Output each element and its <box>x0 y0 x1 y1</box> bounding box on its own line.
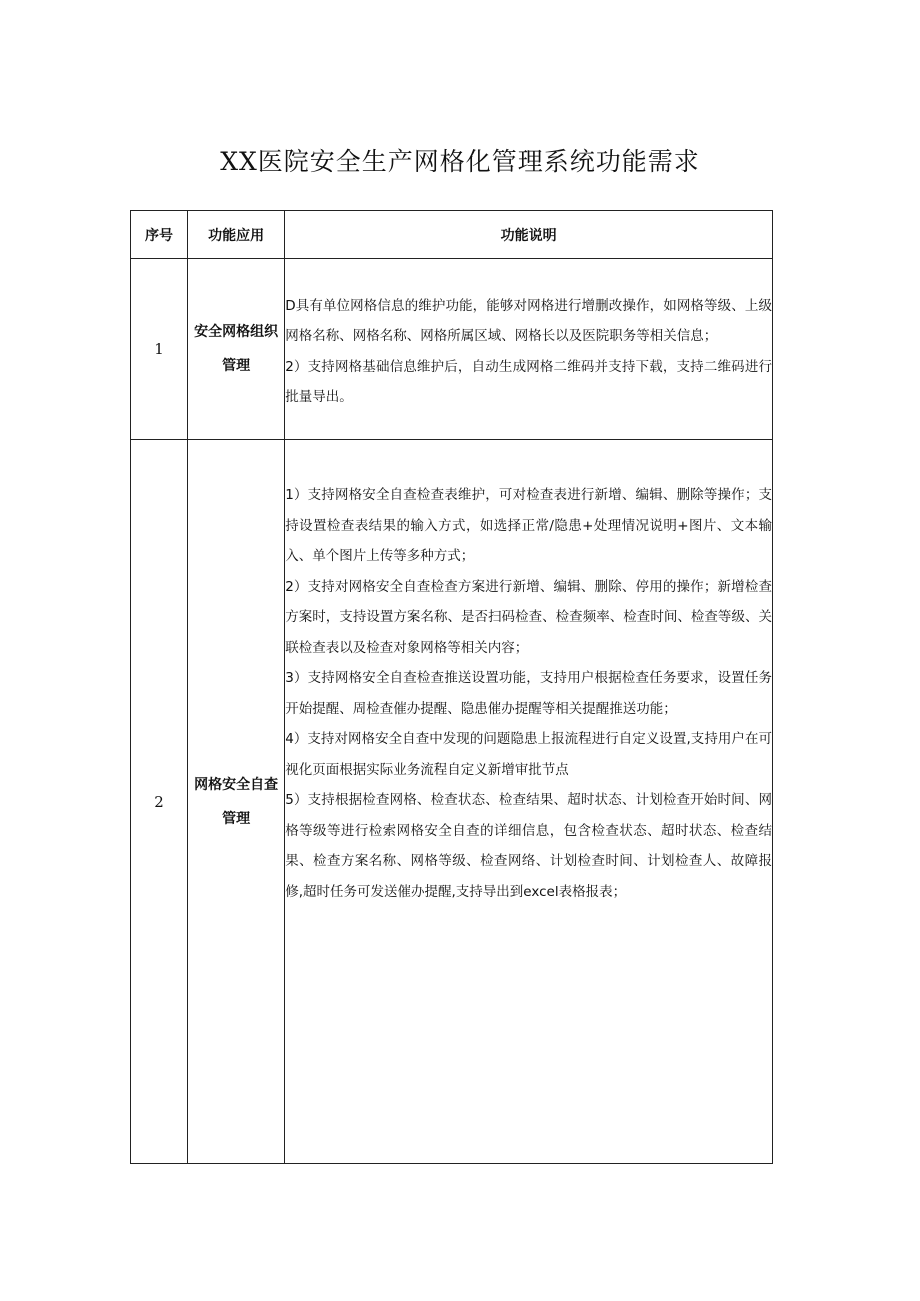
desc-item: D具有单位网格信息的维护功能，能够对网格进行增删改操作，如网格等级、上级网格名称、网格名称、网格所属区域、网格长以及医院职务等相关信息； <box>285 297 772 344</box>
row-app: 网格安全自查管理 <box>188 440 285 1164</box>
row-app: 安全网格组织管理 <box>188 259 285 440</box>
desc-item: 5）支持根据检查网格、检查状态、检查结果、超时状态、计划检查开始时间、网格等级等进行检索网格安全自查的详细信息，包含检查状态、超时状态、检查结果、检查方案名称、网格等级、检查网络、计划检查时间、计划检查人、故障报修,超时任务可发送催办提醒,支持导出到excel表格报表； <box>285 792 772 900</box>
table-header-row <box>131 211 773 259</box>
header-no: 序号 <box>131 211 188 259</box>
function-table <box>130 210 773 1164</box>
table-row <box>131 259 773 440</box>
page-title: XX医院安全生产网格化管理系统功能需求 <box>220 147 700 176</box>
header-app: 功能应用 <box>188 211 285 259</box>
table-row <box>131 440 773 1164</box>
row-no: 2 <box>131 440 188 1164</box>
desc-item: 2）支持对网格安全自查检查方案进行新增、编辑、删除、停用的操作；新增检查方案时，支持设置方案名称、是否扫码检查、检查频率、检查时间、检查等级、关联检查表以及检查对象网格等相关内容； <box>285 578 772 656</box>
desc-item: 1）支持网格安全自查检查表维护，可对检查表进行新增、编辑、删除等操作；支持设置检查表结果的输入方式，如选择正常/隐患+处理情况说明+图片、文本输入、单个图片上传等多种方式； <box>285 487 772 564</box>
row-no: 1 <box>131 259 188 440</box>
desc-item: 3）支持网格安全自查检查推送设置功能，支持用户根据检查任务要求，设置任务开始提醒、周检查催办提醒、隐患催办提醒等相关提醒推送功能； <box>285 670 772 717</box>
header-desc: 功能说明 <box>285 211 773 259</box>
desc-item: 4）支持对网格安全自查中发现的问题隐患上报流程进行自定义设置,支持用户在可视化页面根据实际业务流程自定义新增审批节点 <box>285 731 772 778</box>
row-desc <box>285 259 773 440</box>
desc-item: 2）支持网格基础信息维护后，自动生成网格二维码并支持下载，支持二维码进行批量导出。 <box>285 358 772 405</box>
row-desc <box>285 440 773 1164</box>
